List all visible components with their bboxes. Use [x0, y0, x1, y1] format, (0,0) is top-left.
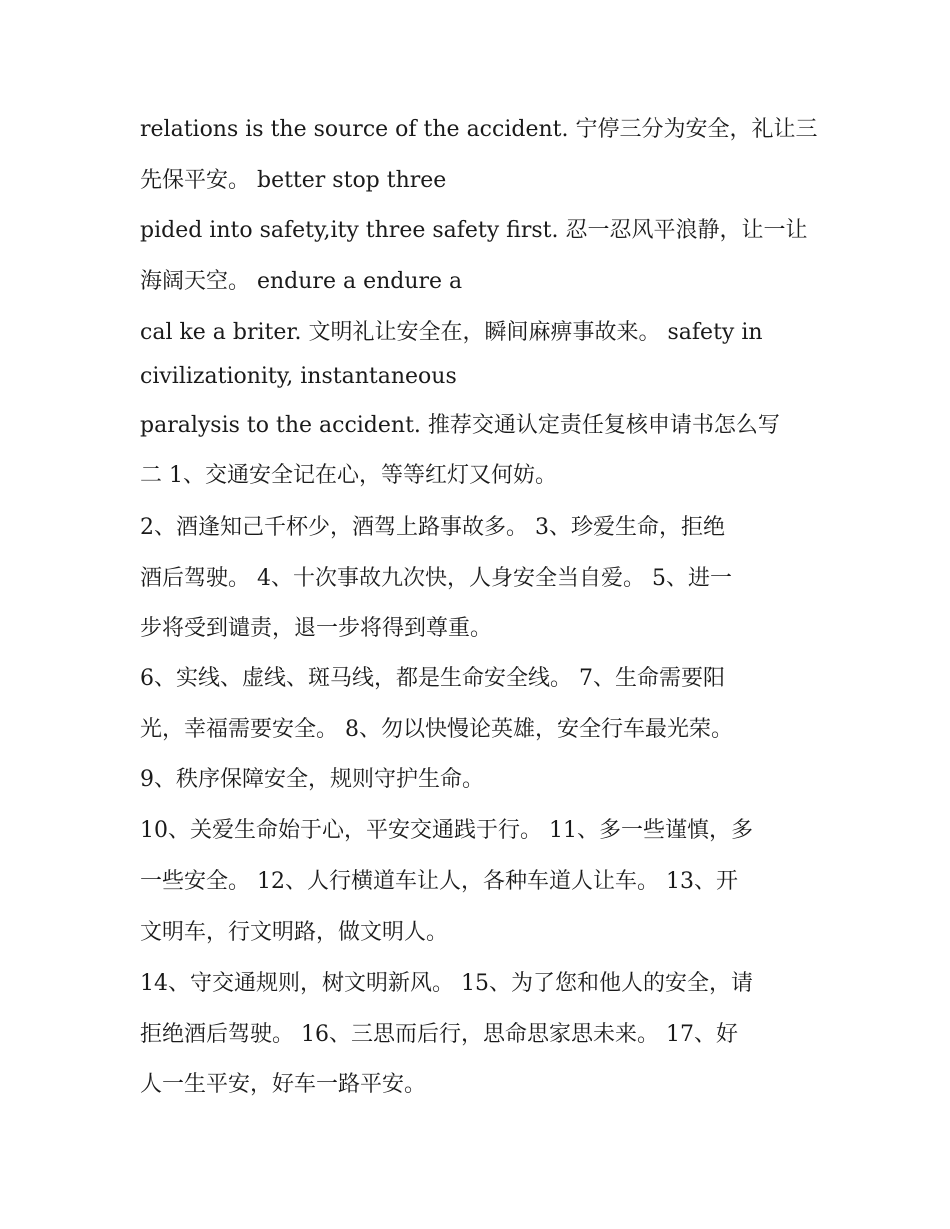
text-line: 文明车，行文明路，做文明人。 — [140, 920, 449, 945]
text-line: 10、关爱生命始于心，平安交通践于行。 11、多一些谨慎，多 — [140, 818, 753, 843]
text-line: paralysis to the accident. 推荐交通认定责任复核申请书怎么写 — [140, 413, 780, 438]
text-line: 步将受到谴责，退一步将得到尊重。 — [140, 616, 493, 641]
text-line: 先保平安。 better stop three — [140, 168, 447, 193]
text-line: 酒后驾驶。 4、十次事故九次快，人身安全当自爱。 5、进一 — [140, 566, 732, 591]
text-line: 2、酒逢知己千杯少，酒驾上路事故多。 3、珍爱生命，拒绝 — [140, 515, 725, 540]
text-line: 一些安全。 12、人行横道车让人，各种车道人让车。 13、开 — [140, 869, 738, 894]
text-line: 人一生平安，好车一路平安。 — [140, 1072, 427, 1097]
text-line: 海阔天空。 endure a endure a — [140, 269, 463, 294]
text-line: civilizationity, instantaneous — [140, 364, 457, 389]
text-line: pided into safety,ity three safety first. 忍一忍风平浪静，让一让 — [140, 218, 808, 243]
text-line: 拒绝酒后驾驶。 16、三思而后行，思命思家思未来。 17、好 — [140, 1022, 738, 1047]
text-line: cal ke a briter. 文明礼让安全在，瞬间麻痹事故来。 safety in — [140, 320, 763, 345]
text-line: 二 1、交通安全记在心，等等红灯又何妨。 — [140, 463, 557, 488]
text-line: 14、守交通规则，树文明新风。 15、为了您和他人的安全，请 — [140, 971, 753, 996]
text-line: 6、实线、虚线、斑马线，都是生命安全线。 7、生命需要阳 — [140, 666, 725, 691]
text-line: relations is the source of the accident. 宁停三分为安全，礼让三 — [140, 117, 818, 142]
text-line: 光，幸福需要安全。 8、勿以快慢论英雄，安全行车最光荣。 — [140, 717, 733, 742]
text-line: 9、秩序保障安全，规则守护生命。 — [140, 767, 484, 792]
